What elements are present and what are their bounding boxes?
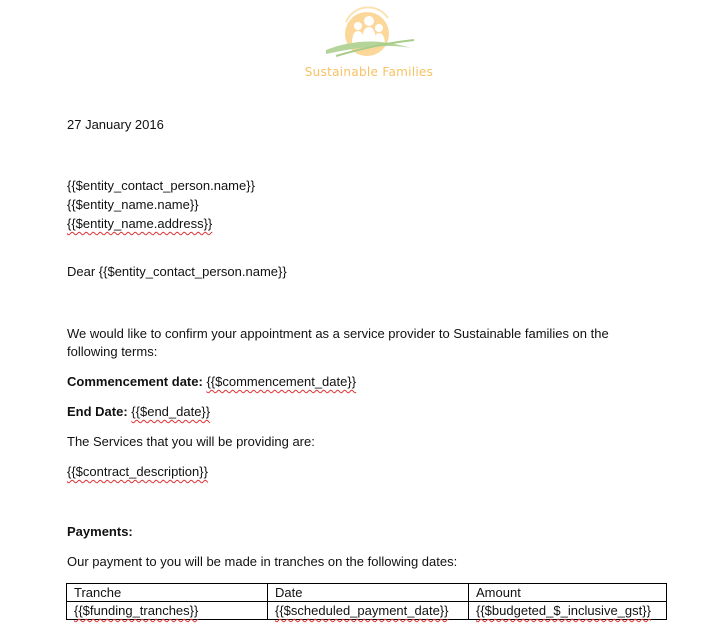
- commencement-value: {{$commencement_date}}: [206, 374, 357, 389]
- cell-amount: {{$budgeted_$_inclusive_gst}}: [469, 602, 667, 620]
- commencement-label: Commencement date:: [67, 374, 203, 389]
- commencement-date-row: [67, 373, 356, 391]
- cell-tranche: {{$funding_tranches}}: [67, 602, 268, 620]
- payments-heading: [67, 523, 133, 541]
- cell-date: {{$scheduled_payment_date}}: [268, 602, 469, 620]
- payments-intro: Our payment to you will be made in tranches on the following dates:: [67, 554, 458, 569]
- payments-heading-text: Payments:: [67, 524, 133, 539]
- header-amount: Amount: [469, 584, 667, 602]
- family-sun-icon: [286, 4, 452, 66]
- end-date-value: {{$end_date}}: [131, 404, 211, 419]
- services-intro: The Services that you will be providing are:: [67, 434, 315, 449]
- intro-line-2: following terms:: [67, 344, 158, 359]
- letter-date: 27 January 2016: [67, 117, 164, 132]
- address-line-entity: {{$entity_name.name}}: [67, 197, 199, 212]
- table-row: [67, 602, 667, 620]
- end-date-label: End Date:: [67, 404, 128, 419]
- intro-line-1: We would like to confirm your appointment as a service provider to Sustainable families on the: [67, 326, 609, 341]
- header-date: Date: [268, 584, 469, 602]
- company-logo: [286, 4, 452, 84]
- address-line-contact: {{$entity_contact_person.name}}: [67, 178, 255, 193]
- table-header-row: [67, 584, 667, 602]
- greeting: Dear {{$entity_contact_person.name}}: [67, 264, 287, 279]
- header-tranche: Tranche: [67, 584, 268, 602]
- logo-text: Sustainable Families: [304, 65, 434, 79]
- payments-table: [66, 583, 667, 620]
- end-date-row: [67, 403, 210, 421]
- address-line-address: {{$entity_name.address}}: [67, 216, 213, 231]
- services-value: {{$contract_description}}: [67, 464, 208, 479]
